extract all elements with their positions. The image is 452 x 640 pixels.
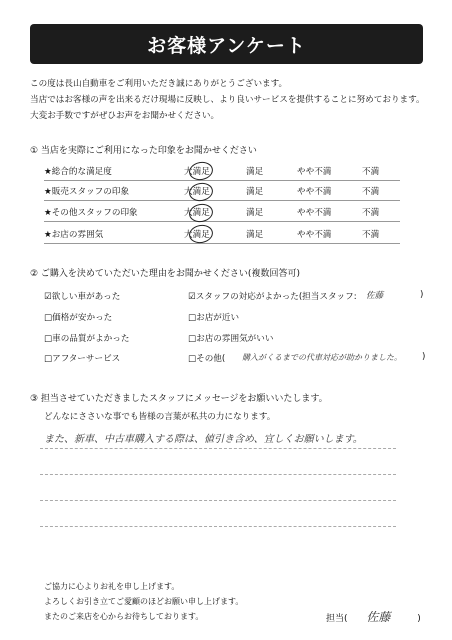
closing-line: よろしくお引き立てご愛顧のほどお願い申し上げます。 xyxy=(44,597,244,606)
reason-quality[interactable]: □車の品質がよかった xyxy=(44,334,130,344)
close-paren: ) xyxy=(417,614,421,624)
rating-row xyxy=(44,162,402,180)
intro-line: 大変お手数ですがぜひお声をお聞かせください。 xyxy=(30,111,220,121)
reason-store-atmosphere[interactable]: □お店の雰囲気がいい xyxy=(188,334,274,344)
option-very-satisfied[interactable]: 大満足 xyxy=(184,187,210,197)
intro-line: 当店ではお客様の声を出来るだけ現場に反映し、より良いサービスを提供することに努めております。 xyxy=(30,95,425,105)
reason-store-near[interactable]: □お店が近い xyxy=(188,313,240,323)
message-handwritten[interactable]: また、新車、中古車購入する際は、値引き含め、宜しくお願いします。 xyxy=(44,434,363,445)
message-line xyxy=(40,474,396,475)
option-dissatisfied[interactable]: 不満 xyxy=(362,187,380,197)
option-very-satisfied[interactable]: 大満足 xyxy=(184,230,210,240)
rating-question: ★お店の雰囲気 xyxy=(44,230,104,240)
staff-name-handwritten: 佐藤 xyxy=(366,291,384,301)
page-title: お客様アンケート xyxy=(30,24,423,64)
option-satisfied[interactable]: 満足 xyxy=(246,167,264,177)
row-divider xyxy=(44,243,400,244)
intro-line: この度は長山自動車をご利用いただき誠にありがとうございます。 xyxy=(30,79,288,89)
option-dissatisfied[interactable]: 不満 xyxy=(362,167,380,177)
rating-row xyxy=(44,182,402,200)
section3-heading: ③ 担当させていただきましたスタッフにメッセージをお願いいたします。 xyxy=(30,394,328,404)
reason-other[interactable]: □その他( xyxy=(188,354,226,364)
rating-question: ★その他スタッフの印象 xyxy=(44,208,138,218)
other-reason-handwritten: 購入がくるまでの代車対応が助かりました。 xyxy=(242,353,402,362)
message-line xyxy=(40,500,396,501)
row-divider xyxy=(44,221,400,222)
option-very-satisfied[interactable]: 大満足 xyxy=(184,167,210,177)
section2-heading: ② ご購入を決めていただいた理由をお聞かせください(複数回答可) xyxy=(30,269,300,279)
rating-question: ★総合的な満足度 xyxy=(44,167,112,177)
row-divider xyxy=(44,200,400,201)
rating-row xyxy=(44,203,402,221)
option-somewhat-dissatisfied[interactable]: やや不満 xyxy=(297,230,332,240)
section1-heading: ① 当店を実際にご利用になった印象をお聞かせください xyxy=(30,146,257,156)
closing-line: ご協力に心よりお礼を申し上げます。 xyxy=(44,582,180,591)
reason-wanted-car[interactable]: ☑欲しい車があった xyxy=(44,292,121,302)
close-paren: ) xyxy=(422,352,426,362)
staff-label: 担当( xyxy=(326,614,348,624)
close-paren: ) xyxy=(420,290,424,300)
option-dissatisfied[interactable]: 不満 xyxy=(362,230,380,240)
closing-text xyxy=(44,579,243,624)
option-satisfied[interactable]: 満足 xyxy=(246,230,264,240)
option-satisfied[interactable]: 満足 xyxy=(246,187,264,197)
option-very-satisfied[interactable]: 大満足 xyxy=(184,208,210,218)
option-somewhat-dissatisfied[interactable]: やや不満 xyxy=(297,187,332,197)
option-satisfied[interactable]: 満足 xyxy=(246,208,264,218)
reason-staff[interactable]: ☑スタッフの対応がよかった(担当スタッフ: xyxy=(188,292,357,302)
message-line xyxy=(40,448,396,449)
rating-row xyxy=(44,225,402,243)
reason-price[interactable]: □価格が安かった xyxy=(44,313,113,323)
option-somewhat-dissatisfied[interactable]: やや不満 xyxy=(297,167,332,177)
closing-line: またのご来店を心からお待ちしております。 xyxy=(44,612,204,621)
rating-question: ★販売スタッフの印象 xyxy=(44,187,130,197)
staff-signature xyxy=(326,608,421,625)
intro-text xyxy=(30,76,425,124)
row-divider xyxy=(44,180,400,181)
staff-name-handwritten: 佐藤 xyxy=(366,610,391,624)
message-line xyxy=(40,526,396,527)
option-somewhat-dissatisfied[interactable]: やや不満 xyxy=(297,208,332,218)
reason-after-service[interactable]: □アフターサービス xyxy=(44,354,121,364)
section3-subtext: どんなにささいな事でも皆様の言葉が私共の力になります。 xyxy=(44,412,276,422)
option-dissatisfied[interactable]: 不満 xyxy=(362,208,380,218)
